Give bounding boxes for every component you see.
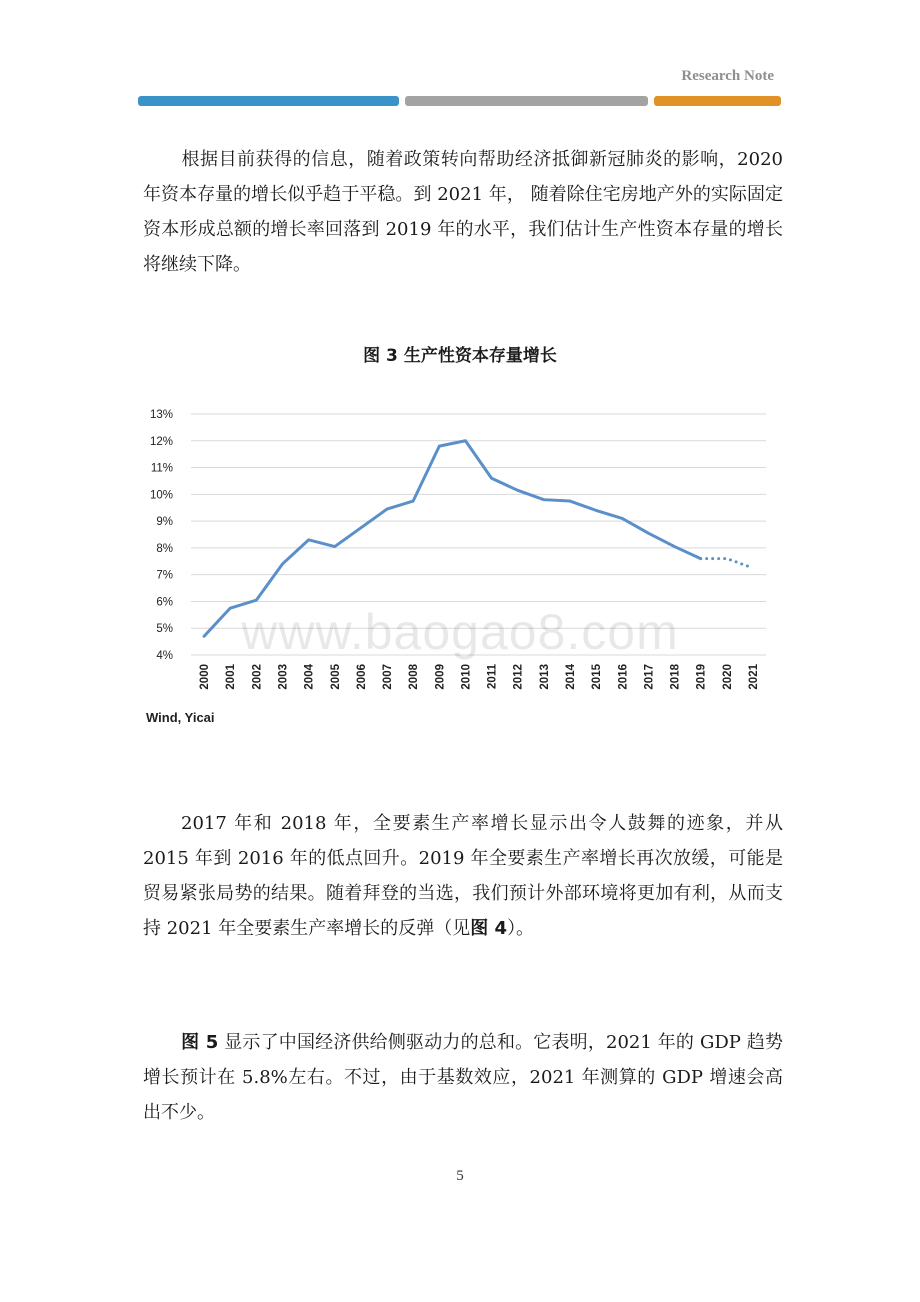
watermark: www.baogao8.com	[241, 604, 679, 660]
x-tick-label: 2019	[695, 664, 708, 690]
x-tick-label: 2015	[591, 664, 604, 690]
x-tick-label: 2012	[512, 664, 525, 690]
x-tick-label: 2003	[277, 664, 290, 690]
y-tick-label: 12%	[149, 435, 173, 448]
header-bar-gray	[405, 96, 648, 106]
x-tick-label: 2018	[669, 664, 682, 690]
figure-5-ref: 图 5	[181, 1032, 219, 1053]
y-tick-label: 11%	[150, 462, 173, 475]
x-tick-label: 2006	[355, 664, 368, 690]
x-tick-label: 2009	[434, 664, 447, 690]
paragraph-3	[143, 1025, 783, 1130]
series-line-forecast	[701, 559, 753, 568]
y-tick-label: 6%	[156, 596, 173, 609]
figure-title	[0, 341, 920, 366]
page-number: 5	[456, 1168, 464, 1184]
x-tick-label: 2013	[538, 664, 551, 690]
x-tick-label: 2016	[617, 664, 630, 690]
paragraph-2	[143, 806, 783, 946]
y-tick-label: 8%	[156, 542, 173, 555]
x-tick-label: 2004	[303, 664, 316, 690]
y-tick-label: 5%	[156, 623, 173, 636]
y-tick-label: 9%	[156, 516, 173, 529]
x-tick-label: 2014	[564, 664, 577, 690]
x-tick-label: 2017	[643, 664, 656, 690]
paragraph-1-text: 根据目前获得的信息，随着政策转向帮助经济抵御新冠肺炎的影响，2020 年资本存量的增长似乎趋于平稳。到 2021 年， 随着除住宅房地产外的实际固定资本形成总额的增长率回落到 2019 年的水平，我们估计生产性资本存量的增长将继续下降。	[143, 149, 783, 275]
x-tick-label: 2005	[329, 664, 342, 690]
x-tick-label: 2020	[721, 664, 734, 690]
y-tick-label: 10%	[149, 489, 173, 502]
figure-4-ref: 图 4	[470, 918, 508, 939]
y-tick-label: 4%	[156, 650, 173, 662]
paragraph-2-text: 2017 年和 2018 年，全要素生产率增长显示出令人鼓舞的迹象，并从 2015 年到 2016 年的低点回升。2019 年全要素生产率增长再次放缓，可能是贸易紧张局势的结果。随着拜登的当选，我们预计外部环境将更加有利，从而支持 2021 年全要素生产率增长的反弹（见	[143, 813, 783, 939]
paragraph-2-tail: ）。	[507, 918, 535, 939]
figure-label: 图 3	[363, 346, 398, 366]
x-tick-label: 2002	[251, 664, 264, 690]
x-tick-label: 2007	[382, 664, 395, 690]
x-tick-label: 2021	[747, 664, 760, 690]
x-tick-label: 2000	[199, 664, 212, 690]
chart-source: Wind, Yicai	[146, 710, 215, 725]
figure-title-text: 生产性资本存量增长	[403, 346, 557, 366]
x-tick-label: 2011	[486, 664, 499, 689]
header-bar-blue	[138, 96, 399, 106]
y-tick-label: 13%	[149, 409, 173, 421]
paragraph-1	[143, 142, 783, 282]
paragraph-3-text: 显示了中国经济供给侧驱动力的总和。它表明，2021 年的 GDP 趋势增长预计在 5.8%左右。不过，由于基数效应，2021 年测算的 GDP 增速会高出不少。	[143, 1032, 783, 1123]
y-tick-label: 7%	[156, 569, 173, 582]
header-title: Research Note	[681, 68, 774, 84]
x-tick-label: 2008	[408, 664, 421, 690]
x-tick-label: 2001	[225, 664, 238, 690]
x-tick-label: 2010	[460, 664, 473, 690]
header-bar-orange	[654, 96, 781, 106]
